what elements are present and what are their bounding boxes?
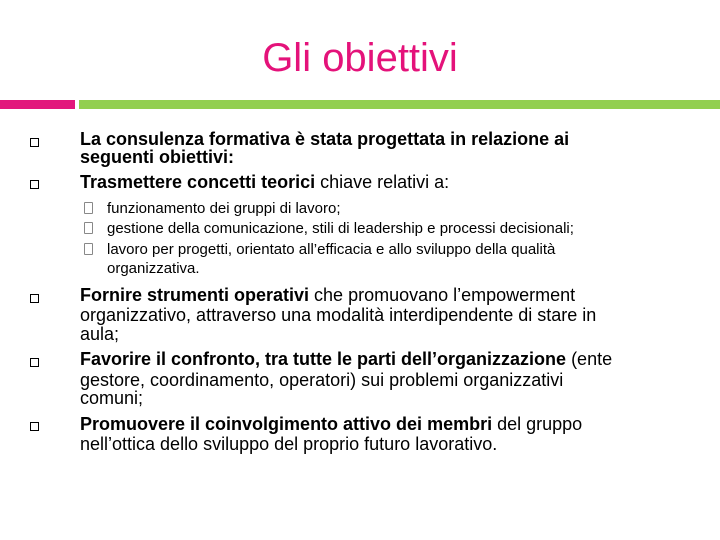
- square-bullet-icon: [30, 422, 39, 431]
- bullet-5-line-2: nell’ottica dello sviluppo del proprio futuro lavorativo.: [80, 434, 498, 454]
- title-accent-bar-green: [79, 100, 720, 109]
- sub-item-3-line-2: organizzativa.: [107, 260, 200, 277]
- square-bullet-icon: [30, 294, 39, 303]
- sub-item-3-line-1: lavoro per progetti, orientato all’efficacia e allo sviluppo della qualità: [107, 241, 556, 258]
- square-bullet-icon: [30, 180, 39, 189]
- square-bullet-icon: [30, 138, 39, 147]
- bullet-4-line-2: gestore, coordinamento, operatori) sui problemi organizzativi: [80, 370, 564, 390]
- bullet-1-line-1: La consulenza formativa è stata progettata in relazione ai: [80, 129, 570, 149]
- sub-bullet-icon: [84, 222, 93, 234]
- bullet-5-line-1: Promuovere il coinvolgimento attivo dei membri del gruppo: [80, 414, 583, 434]
- bullet-4-line-1: Favorire il confronto, tra tutte le parti dell’organizzazione (ente: [80, 349, 613, 369]
- bullet-2-line-1: Trasmettere concetti teorici chiave relativi a:: [80, 172, 450, 192]
- bullet-3-line-2: organizzativo, attraverso una modalità interdipendente di stare in: [80, 305, 597, 325]
- sub-bullet-icon: [84, 243, 93, 255]
- bullet-1-line-2: seguenti obiettivi:: [80, 147, 235, 167]
- square-bullet-icon: [30, 358, 39, 367]
- sub-bullet-icon: [84, 202, 93, 214]
- bullet-3-line-1: Fornire strumenti operativi che promuovano l’empowerment: [80, 285, 576, 305]
- slide-title: Gli obiettivi: [262, 36, 458, 80]
- title-accent-bar-pink: [0, 100, 75, 109]
- bullet-4-line-3: comuni;: [80, 388, 144, 408]
- bullet-3-line-3: aula;: [80, 324, 120, 344]
- sub-item-2: gestione della comunicazione, stili di leadership e processi decisionali;: [107, 220, 574, 237]
- sub-item-1: funzionamento dei gruppi di lavoro;: [107, 200, 341, 217]
